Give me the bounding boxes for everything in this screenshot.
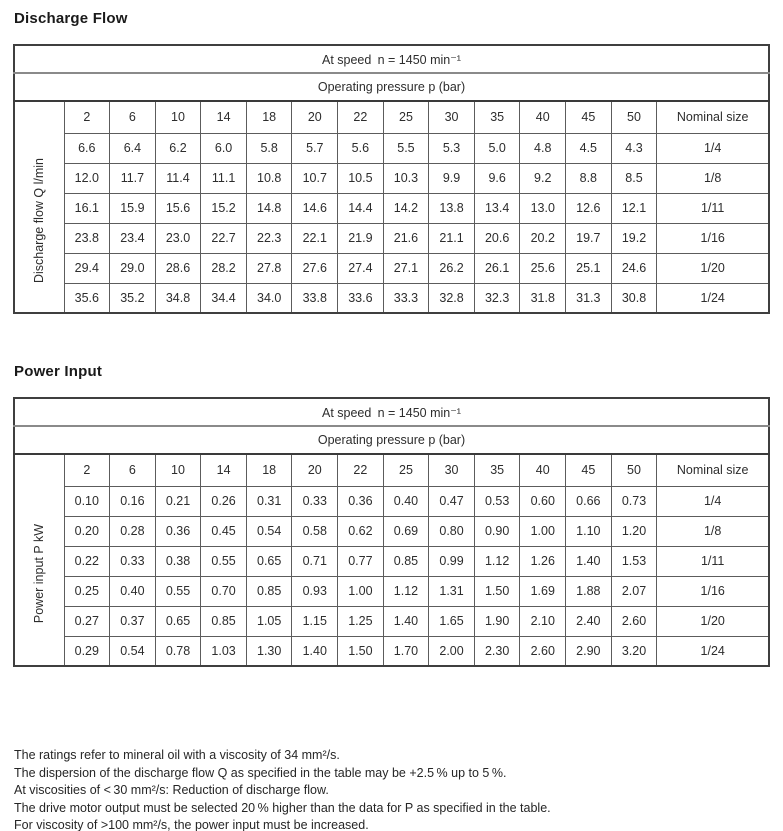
nominal-size-value: 1/16 xyxy=(657,223,769,253)
pressure-column-header: 45 xyxy=(566,101,612,133)
data-cell: 0.73 xyxy=(611,486,657,516)
data-cell: 0.20 xyxy=(64,516,110,546)
data-cell: 2.00 xyxy=(429,636,475,666)
data-cell: 0.69 xyxy=(383,516,429,546)
data-cell: 31.3 xyxy=(566,283,612,313)
data-cell: 1.50 xyxy=(338,636,384,666)
data-cell: 9.2 xyxy=(520,163,566,193)
pressure-column-header: 6 xyxy=(110,454,156,486)
data-cell: 30.8 xyxy=(611,283,657,313)
pressure-header-row xyxy=(14,426,769,454)
data-cell: 27.1 xyxy=(383,253,429,283)
data-cell: 22.3 xyxy=(246,223,292,253)
data-cell: 10.3 xyxy=(383,163,429,193)
table-row xyxy=(14,636,769,666)
data-cell: 6.6 xyxy=(64,133,110,163)
data-cell: 0.31 xyxy=(246,486,292,516)
data-cell: 23.8 xyxy=(64,223,110,253)
data-cell: 29.4 xyxy=(64,253,110,283)
nominal-size-value: 1/16 xyxy=(657,576,769,606)
data-cell: 20.6 xyxy=(474,223,520,253)
data-cell: 0.58 xyxy=(292,516,338,546)
data-cell: 16.1 xyxy=(64,193,110,223)
data-cell: 27.4 xyxy=(338,253,384,283)
data-cell: 6.2 xyxy=(155,133,201,163)
data-cell: 5.6 xyxy=(338,133,384,163)
data-cell: 0.27 xyxy=(64,606,110,636)
discharge-flow-table xyxy=(13,44,770,314)
data-cell: 0.16 xyxy=(110,486,156,516)
data-cell: 2.10 xyxy=(520,606,566,636)
data-cell: 0.29 xyxy=(64,636,110,666)
pressure-column-header: 35 xyxy=(474,101,520,133)
data-cell: 13.8 xyxy=(429,193,475,223)
data-cell: 0.66 xyxy=(566,486,612,516)
data-cell: 6.4 xyxy=(110,133,156,163)
data-cell: 19.7 xyxy=(566,223,612,253)
data-cell: 22.7 xyxy=(201,223,247,253)
pressure-column-header: 18 xyxy=(246,454,292,486)
data-cell: 28.6 xyxy=(155,253,201,283)
nominal-size-value: 1/20 xyxy=(657,253,769,283)
data-cell: 8.5 xyxy=(611,163,657,193)
data-cell: 4.8 xyxy=(520,133,566,163)
data-cell: 35.2 xyxy=(110,283,156,313)
table-row xyxy=(14,283,769,313)
data-cell: 26.1 xyxy=(474,253,520,283)
pressure-column-header: 22 xyxy=(338,101,384,133)
pressure-column-header: 14 xyxy=(201,454,247,486)
data-cell: 10.8 xyxy=(246,163,292,193)
table-row xyxy=(14,163,769,193)
nominal-size-header: Nominal size xyxy=(657,101,769,133)
data-cell: 31.8 xyxy=(520,283,566,313)
table-row xyxy=(14,576,769,606)
footnote-line: The drive motor output must be selected 20 % higher than the data for P as specified in the table. xyxy=(14,800,551,815)
pressure-column-header: 20 xyxy=(292,454,338,486)
power-input-table xyxy=(13,397,770,667)
data-cell: 33.8 xyxy=(292,283,338,313)
nominal-size-value: 1/24 xyxy=(657,636,769,666)
pressure-header-row xyxy=(14,73,769,101)
data-cell: 0.65 xyxy=(246,546,292,576)
data-cell: 14.2 xyxy=(383,193,429,223)
data-cell: 0.55 xyxy=(201,546,247,576)
nominal-size-value: 1/4 xyxy=(657,133,769,163)
discharge-flow-title: Discharge Flow xyxy=(14,10,128,27)
nominal-size-value: 1/4 xyxy=(657,486,769,516)
data-cell: 0.37 xyxy=(110,606,156,636)
data-cell: 4.5 xyxy=(566,133,612,163)
data-cell: 12.6 xyxy=(566,193,612,223)
pressure-column-header: 20 xyxy=(292,101,338,133)
data-cell: 0.33 xyxy=(110,546,156,576)
data-cell: 24.6 xyxy=(611,253,657,283)
pressure-column-header: 6 xyxy=(110,101,156,133)
data-cell: 21.9 xyxy=(338,223,384,253)
data-cell: 2.60 xyxy=(611,606,657,636)
column-header-row xyxy=(14,454,769,486)
data-cell: 0.60 xyxy=(520,486,566,516)
pressure-column-header: 25 xyxy=(383,454,429,486)
data-cell: 0.33 xyxy=(292,486,338,516)
data-cell: 13.4 xyxy=(474,193,520,223)
data-cell: 0.47 xyxy=(429,486,475,516)
data-cell: 0.85 xyxy=(246,576,292,606)
data-cell: 20.2 xyxy=(520,223,566,253)
data-cell: 1.03 xyxy=(201,636,247,666)
data-cell: 1.10 xyxy=(566,516,612,546)
footnote-line: For viscosity of >100 mm²/s, the power input must be increased. xyxy=(14,818,369,831)
pressure-column-header: 10 xyxy=(155,454,201,486)
data-cell: 33.3 xyxy=(383,283,429,313)
data-cell: 22.1 xyxy=(292,223,338,253)
data-cell: 0.36 xyxy=(338,486,384,516)
pressure-column-header: 22 xyxy=(338,454,384,486)
nominal-size-value: 1/24 xyxy=(657,283,769,313)
data-cell: 33.6 xyxy=(338,283,384,313)
speed-header: At speed n = 1450 min⁻¹ xyxy=(14,45,769,73)
data-cell: 25.6 xyxy=(520,253,566,283)
data-cell: 27.6 xyxy=(292,253,338,283)
data-cell: 1.30 xyxy=(246,636,292,666)
data-cell: 0.85 xyxy=(201,606,247,636)
data-cell: 1.26 xyxy=(520,546,566,576)
data-cell: 0.77 xyxy=(338,546,384,576)
pressure-column-header: 10 xyxy=(155,101,201,133)
data-cell: 9.9 xyxy=(429,163,475,193)
pressure-column-header: 18 xyxy=(246,101,292,133)
data-cell: 3.20 xyxy=(611,636,657,666)
pressure-column-header: 35 xyxy=(474,454,520,486)
power-input-title: Power Input xyxy=(14,363,103,380)
data-cell: 0.36 xyxy=(155,516,201,546)
table-row xyxy=(14,193,769,223)
data-cell: 12.0 xyxy=(64,163,110,193)
table-row xyxy=(14,133,769,163)
data-cell: 1.88 xyxy=(566,576,612,606)
data-cell: 28.2 xyxy=(201,253,247,283)
footnote-line: At viscosities of < 30 mm²/s: Reduction of discharge flow. xyxy=(14,783,329,797)
data-cell: 1.15 xyxy=(292,606,338,636)
data-cell: 10.7 xyxy=(292,163,338,193)
data-cell: 0.21 xyxy=(155,486,201,516)
data-cell: 14.6 xyxy=(292,193,338,223)
data-cell: 19.2 xyxy=(611,223,657,253)
data-cell: 2.40 xyxy=(566,606,612,636)
data-cell: 25.1 xyxy=(566,253,612,283)
data-cell: 9.6 xyxy=(474,163,520,193)
data-cell: 0.10 xyxy=(64,486,110,516)
data-cell: 15.2 xyxy=(201,193,247,223)
pressure-header: Operating pressure p (bar) xyxy=(14,73,769,101)
data-cell: 0.53 xyxy=(474,486,520,516)
data-cell: 1.00 xyxy=(520,516,566,546)
footnotes xyxy=(14,747,770,831)
data-cell: 0.40 xyxy=(110,576,156,606)
pressure-column-header: 2 xyxy=(64,101,110,133)
data-cell: 5.8 xyxy=(246,133,292,163)
data-cell: 34.4 xyxy=(201,283,247,313)
data-cell: 1.05 xyxy=(246,606,292,636)
side-label: Power input P kW xyxy=(32,523,47,624)
table-row xyxy=(14,486,769,516)
power-input-section xyxy=(13,363,770,667)
data-cell: 1.20 xyxy=(611,516,657,546)
data-cell: 32.8 xyxy=(429,283,475,313)
data-cell: 10.5 xyxy=(338,163,384,193)
speed-header-row xyxy=(14,45,769,73)
data-cell: 32.3 xyxy=(474,283,520,313)
footnote-line: The ratings refer to mineral oil with a viscosity of 34 mm²/s. xyxy=(14,748,340,762)
data-cell: 11.1 xyxy=(201,163,247,193)
data-cell: 0.90 xyxy=(474,516,520,546)
data-cell: 2.90 xyxy=(566,636,612,666)
data-cell: 34.8 xyxy=(155,283,201,313)
data-cell: 0.65 xyxy=(155,606,201,636)
nominal-size-header: Nominal size xyxy=(657,454,769,486)
pressure-column-header: 45 xyxy=(566,454,612,486)
data-cell: 1.40 xyxy=(383,606,429,636)
data-cell: 0.55 xyxy=(155,576,201,606)
data-cell: 0.99 xyxy=(429,546,475,576)
data-cell: 1.40 xyxy=(566,546,612,576)
data-cell: 34.0 xyxy=(246,283,292,313)
footnote-line: The dispersion of the discharge flow Q as specified in the table may be +2.5 % up to 5 %. xyxy=(14,765,507,780)
data-cell: 14.8 xyxy=(246,193,292,223)
data-cell: 15.6 xyxy=(155,193,201,223)
table-row xyxy=(14,223,769,253)
data-cell: 14.4 xyxy=(338,193,384,223)
data-cell: 2.60 xyxy=(520,636,566,666)
data-cell: 0.45 xyxy=(201,516,247,546)
data-cell: 0.80 xyxy=(429,516,475,546)
data-cell: 0.54 xyxy=(246,516,292,546)
data-cell: 1.50 xyxy=(474,576,520,606)
column-header-row xyxy=(14,101,769,133)
data-cell: 0.70 xyxy=(201,576,247,606)
data-cell: 1.53 xyxy=(611,546,657,576)
pressure-column-header: 40 xyxy=(520,454,566,486)
data-cell: 35.6 xyxy=(64,283,110,313)
data-cell: 0.54 xyxy=(110,636,156,666)
data-cell: 1.90 xyxy=(474,606,520,636)
data-cell: 0.26 xyxy=(201,486,247,516)
data-cell: 0.25 xyxy=(64,576,110,606)
data-cell: 27.8 xyxy=(246,253,292,283)
data-cell: 1.65 xyxy=(429,606,475,636)
nominal-size-value: 1/11 xyxy=(657,546,769,576)
data-cell: 0.28 xyxy=(110,516,156,546)
data-cell: 5.7 xyxy=(292,133,338,163)
data-cell: 5.3 xyxy=(429,133,475,163)
data-cell: 0.93 xyxy=(292,576,338,606)
pressure-header: Operating pressure p (bar) xyxy=(14,426,769,454)
data-cell: 12.1 xyxy=(611,193,657,223)
data-cell: 1.40 xyxy=(292,636,338,666)
pressure-column-header: 14 xyxy=(201,101,247,133)
nominal-size-value: 1/20 xyxy=(657,606,769,636)
data-cell: 1.12 xyxy=(474,546,520,576)
side-label: Discharge flow Q l/min xyxy=(32,157,47,284)
data-cell: 0.62 xyxy=(338,516,384,546)
data-cell: 0.38 xyxy=(155,546,201,576)
data-cell: 5.0 xyxy=(474,133,520,163)
data-cell: 23.4 xyxy=(110,223,156,253)
data-cell: 0.40 xyxy=(383,486,429,516)
discharge-flow-section xyxy=(13,10,770,314)
pressure-column-header: 50 xyxy=(611,101,657,133)
data-cell: 26.2 xyxy=(429,253,475,283)
data-cell: 2.07 xyxy=(611,576,657,606)
data-cell: 11.7 xyxy=(110,163,156,193)
nominal-size-value: 1/8 xyxy=(657,163,769,193)
data-cell: 1.70 xyxy=(383,636,429,666)
data-cell: 0.78 xyxy=(155,636,201,666)
data-cell: 23.0 xyxy=(155,223,201,253)
speed-header: At speed n = 1450 min⁻¹ xyxy=(14,398,769,426)
data-cell: 21.1 xyxy=(429,223,475,253)
data-cell: 6.0 xyxy=(201,133,247,163)
data-cell: 5.5 xyxy=(383,133,429,163)
data-cell: 1.12 xyxy=(383,576,429,606)
side-label-cell xyxy=(14,454,64,666)
nominal-size-value: 1/8 xyxy=(657,516,769,546)
pressure-column-header: 30 xyxy=(429,101,475,133)
data-cell: 1.25 xyxy=(338,606,384,636)
data-cell: 2.30 xyxy=(474,636,520,666)
speed-header-row xyxy=(14,398,769,426)
data-cell: 1.00 xyxy=(338,576,384,606)
pressure-column-header: 30 xyxy=(429,454,475,486)
data-cell: 0.22 xyxy=(64,546,110,576)
data-cell: 4.3 xyxy=(611,133,657,163)
table-row xyxy=(14,606,769,636)
data-cell: 21.6 xyxy=(383,223,429,253)
side-label-cell xyxy=(14,101,64,313)
nominal-size-value: 1/11 xyxy=(657,193,769,223)
data-cell: 29.0 xyxy=(110,253,156,283)
pressure-column-header: 40 xyxy=(520,101,566,133)
table-row xyxy=(14,253,769,283)
data-cell: 1.31 xyxy=(429,576,475,606)
data-cell: 0.71 xyxy=(292,546,338,576)
data-cell: 11.4 xyxy=(155,163,201,193)
data-cell: 13.0 xyxy=(520,193,566,223)
pressure-column-header: 50 xyxy=(611,454,657,486)
data-cell: 1.69 xyxy=(520,576,566,606)
data-cell: 15.9 xyxy=(110,193,156,223)
data-cell: 8.8 xyxy=(566,163,612,193)
data-cell: 0.85 xyxy=(383,546,429,576)
pressure-column-header: 2 xyxy=(64,454,110,486)
table-row xyxy=(14,546,769,576)
pressure-column-header: 25 xyxy=(383,101,429,133)
table-row xyxy=(14,516,769,546)
